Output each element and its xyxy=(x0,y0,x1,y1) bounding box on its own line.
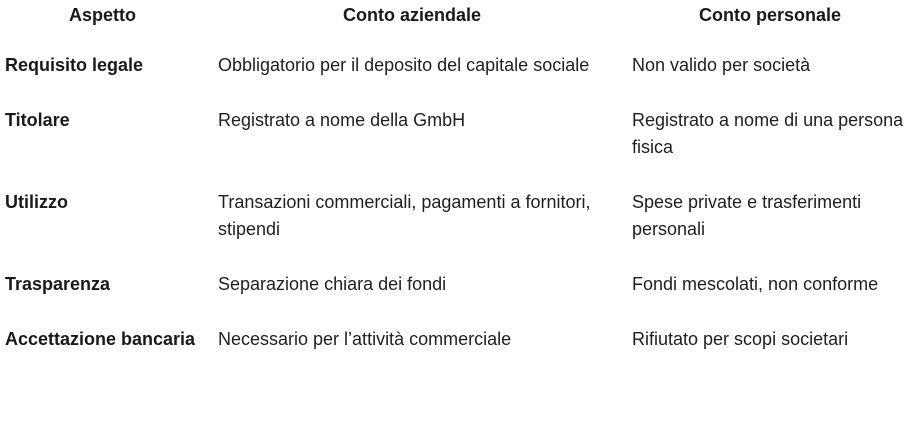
row-aspect: Utilizzo xyxy=(5,192,68,212)
row-aspect: Trasparenza xyxy=(5,274,111,294)
row-personal-value: Spese private e trasferimenti personali xyxy=(632,192,862,239)
table-row xyxy=(0,181,921,263)
row-personal-value: Registrato a nome di una persona fisica xyxy=(632,110,904,157)
table-header-row xyxy=(0,0,921,44)
row-business-value: Transazioni commerciali, pagamenti a fornitori, stipendi xyxy=(218,192,591,239)
row-aspect: Titolare xyxy=(5,110,70,130)
row-business-value: Necessario per l’attività commerciale xyxy=(218,329,512,349)
row-personal-value: Non valido per società xyxy=(632,55,811,75)
row-business-value: Separazione chiara dei fondi xyxy=(218,274,447,294)
row-business-value: Obbligatorio per il deposito del capitale sociale xyxy=(218,55,590,75)
row-aspect: Requisito legale xyxy=(5,55,144,75)
table-row xyxy=(0,263,921,318)
row-personal-value: Fondi mescolati, non conforme xyxy=(632,274,879,294)
header-personal-account: Conto personale xyxy=(698,5,841,25)
header-business-account: Conto aziendale xyxy=(342,5,481,25)
row-business-value: Registrato a nome della GmbH xyxy=(218,110,466,130)
table-row xyxy=(0,99,921,181)
header-aspect: Aspetto xyxy=(69,5,136,25)
row-aspect: Accettazione bancaria xyxy=(5,329,196,349)
table-row xyxy=(0,44,921,99)
row-personal-value: Rifiutato per scopi societari xyxy=(632,329,849,349)
table-row xyxy=(0,318,921,373)
